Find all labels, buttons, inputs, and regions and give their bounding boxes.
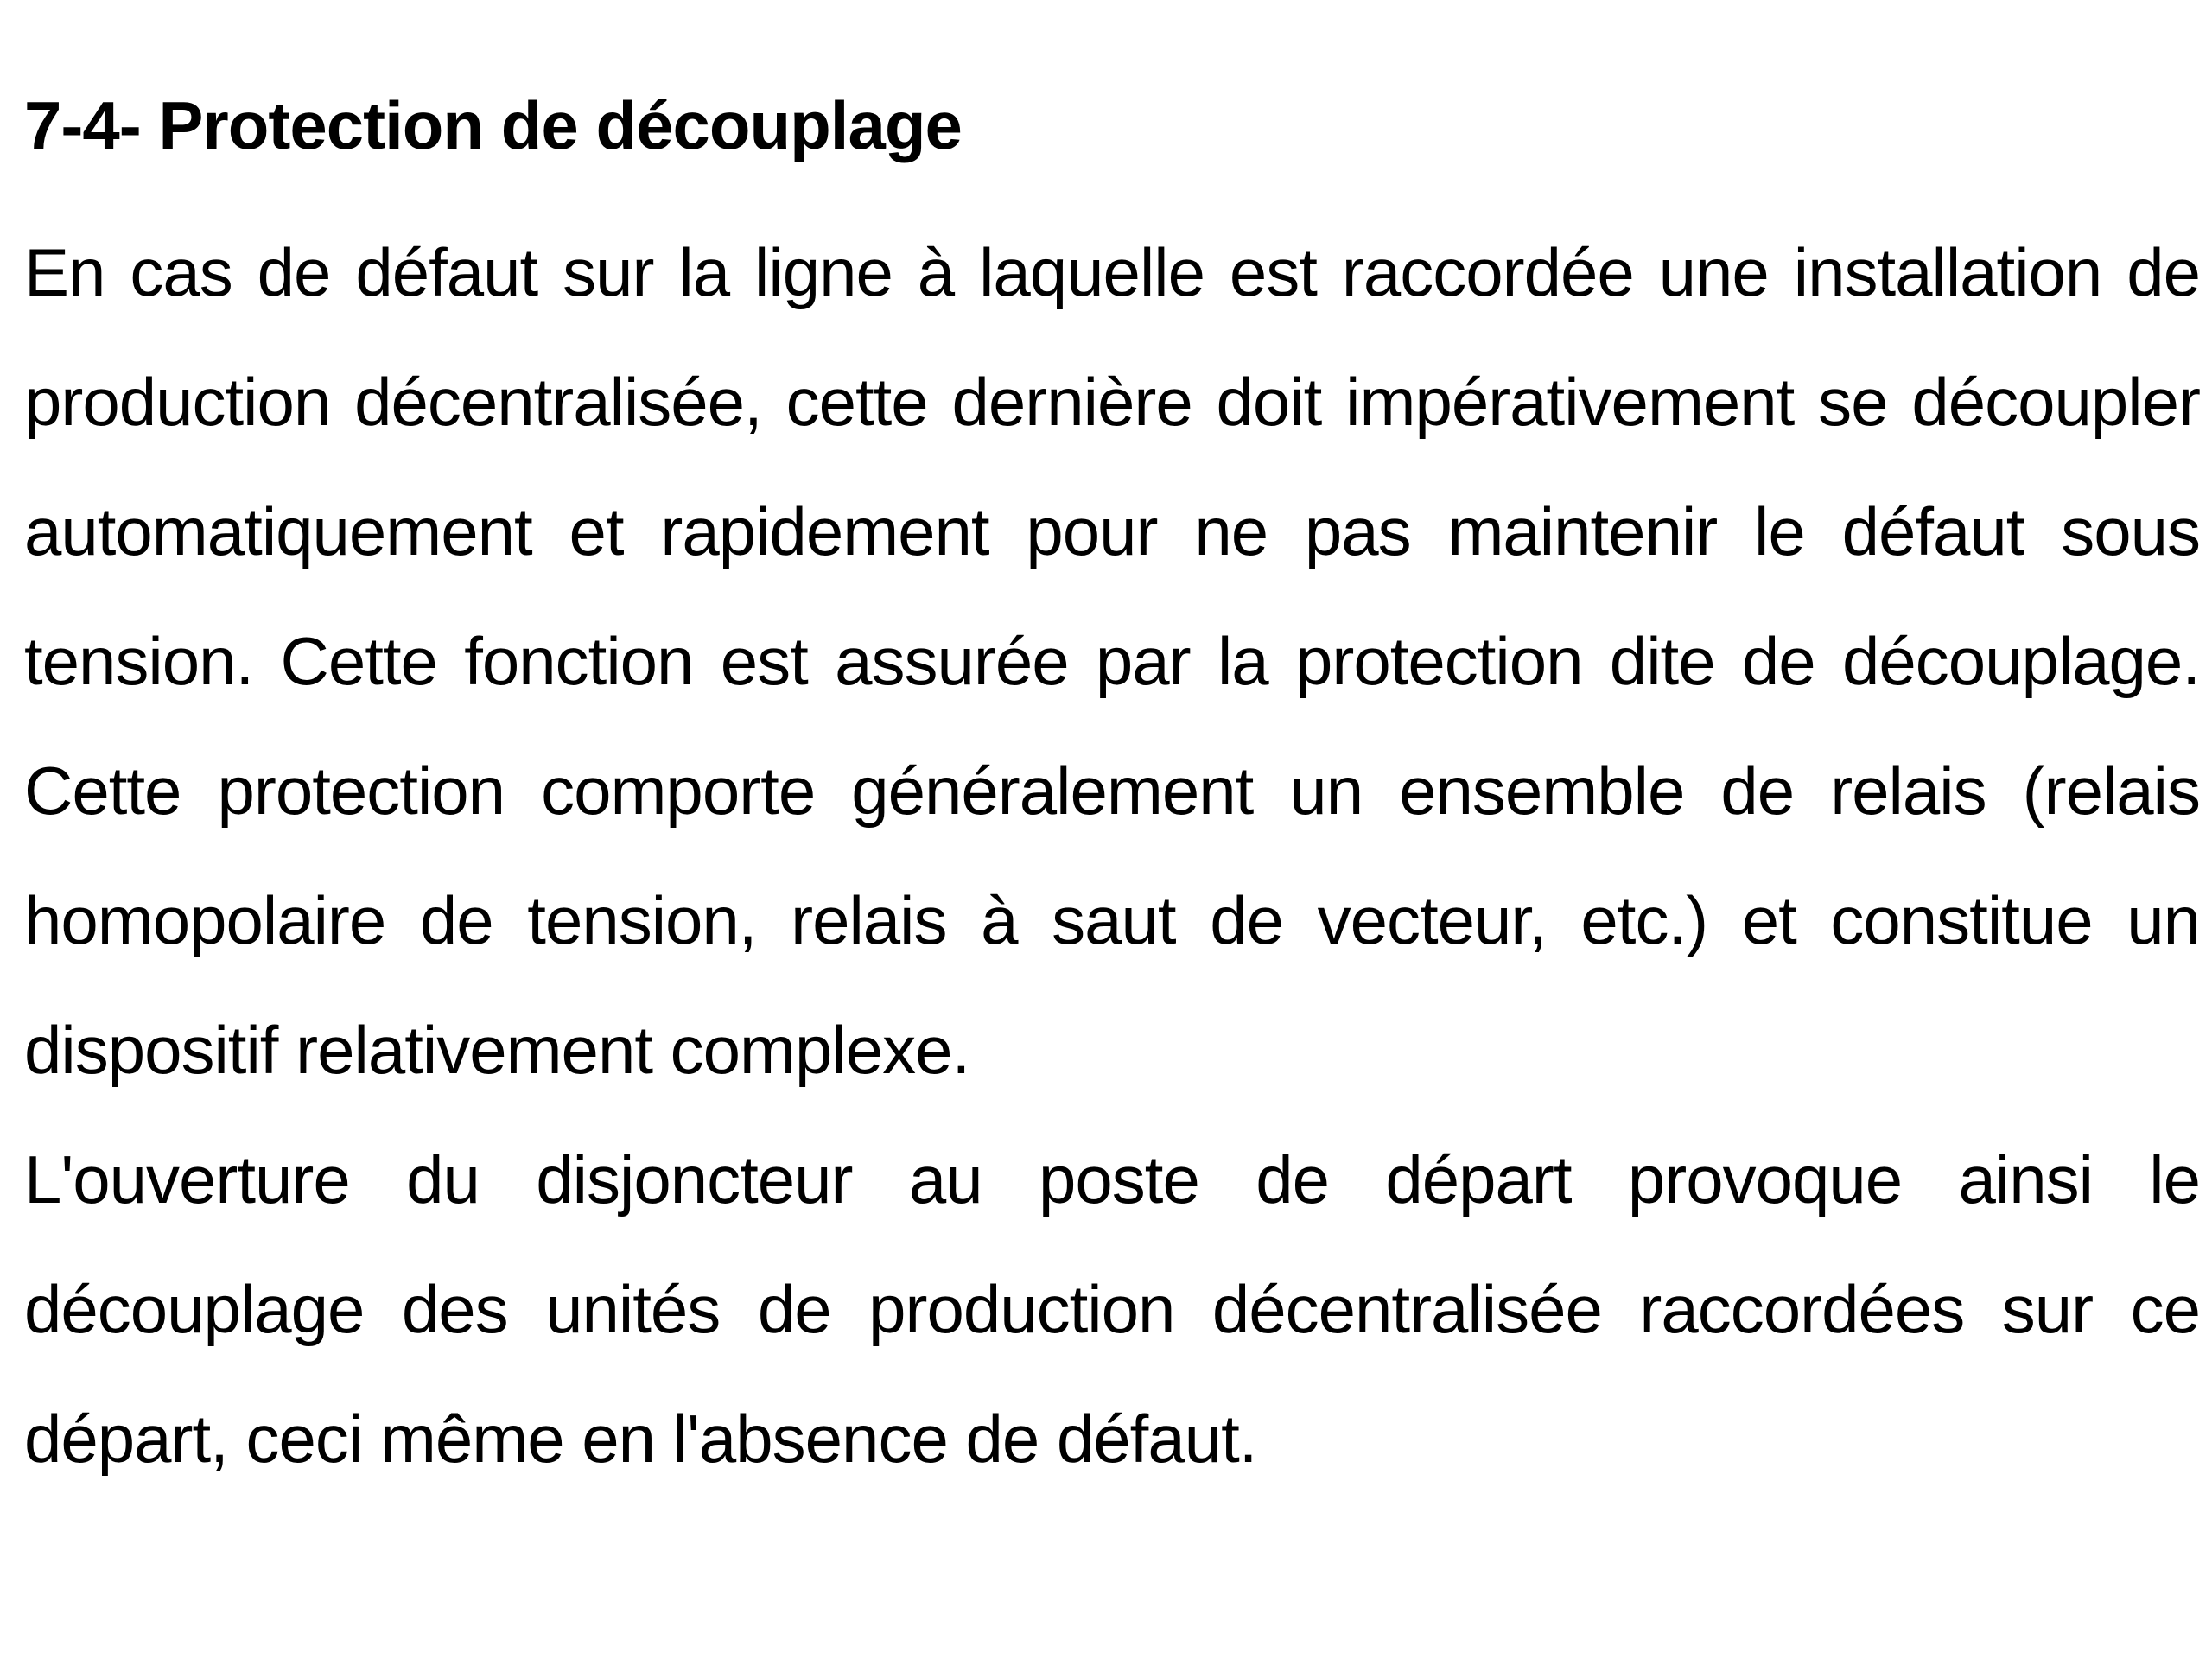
paragraph-decoupling-description: En cas de défaut sur la ligne à laquelle est raccordée une installation de production décentralisée, cette dernière doit impérativement se découpler automatiquement et rapidement pour ne pas maintenir le défaut sous tension. Cette fonction est assurée par la protection dite de découplage. Cette protection comporte généralement un ensemble de relais (relais homopolaire de tension, relais à saut de vecteur, etc.) et constitue un dispositif relativement complexe. (24, 234, 2200, 1088)
section-heading: 7-4- Protection de découplage (24, 87, 962, 163)
paragraph-breaker-opening: L'ouverture du disjoncteur au poste de départ provoque ainsi le découplage des unités de production décentralisée raccordées sur ce départ, ceci même en l'absence de défaut. (24, 1141, 2200, 1477)
